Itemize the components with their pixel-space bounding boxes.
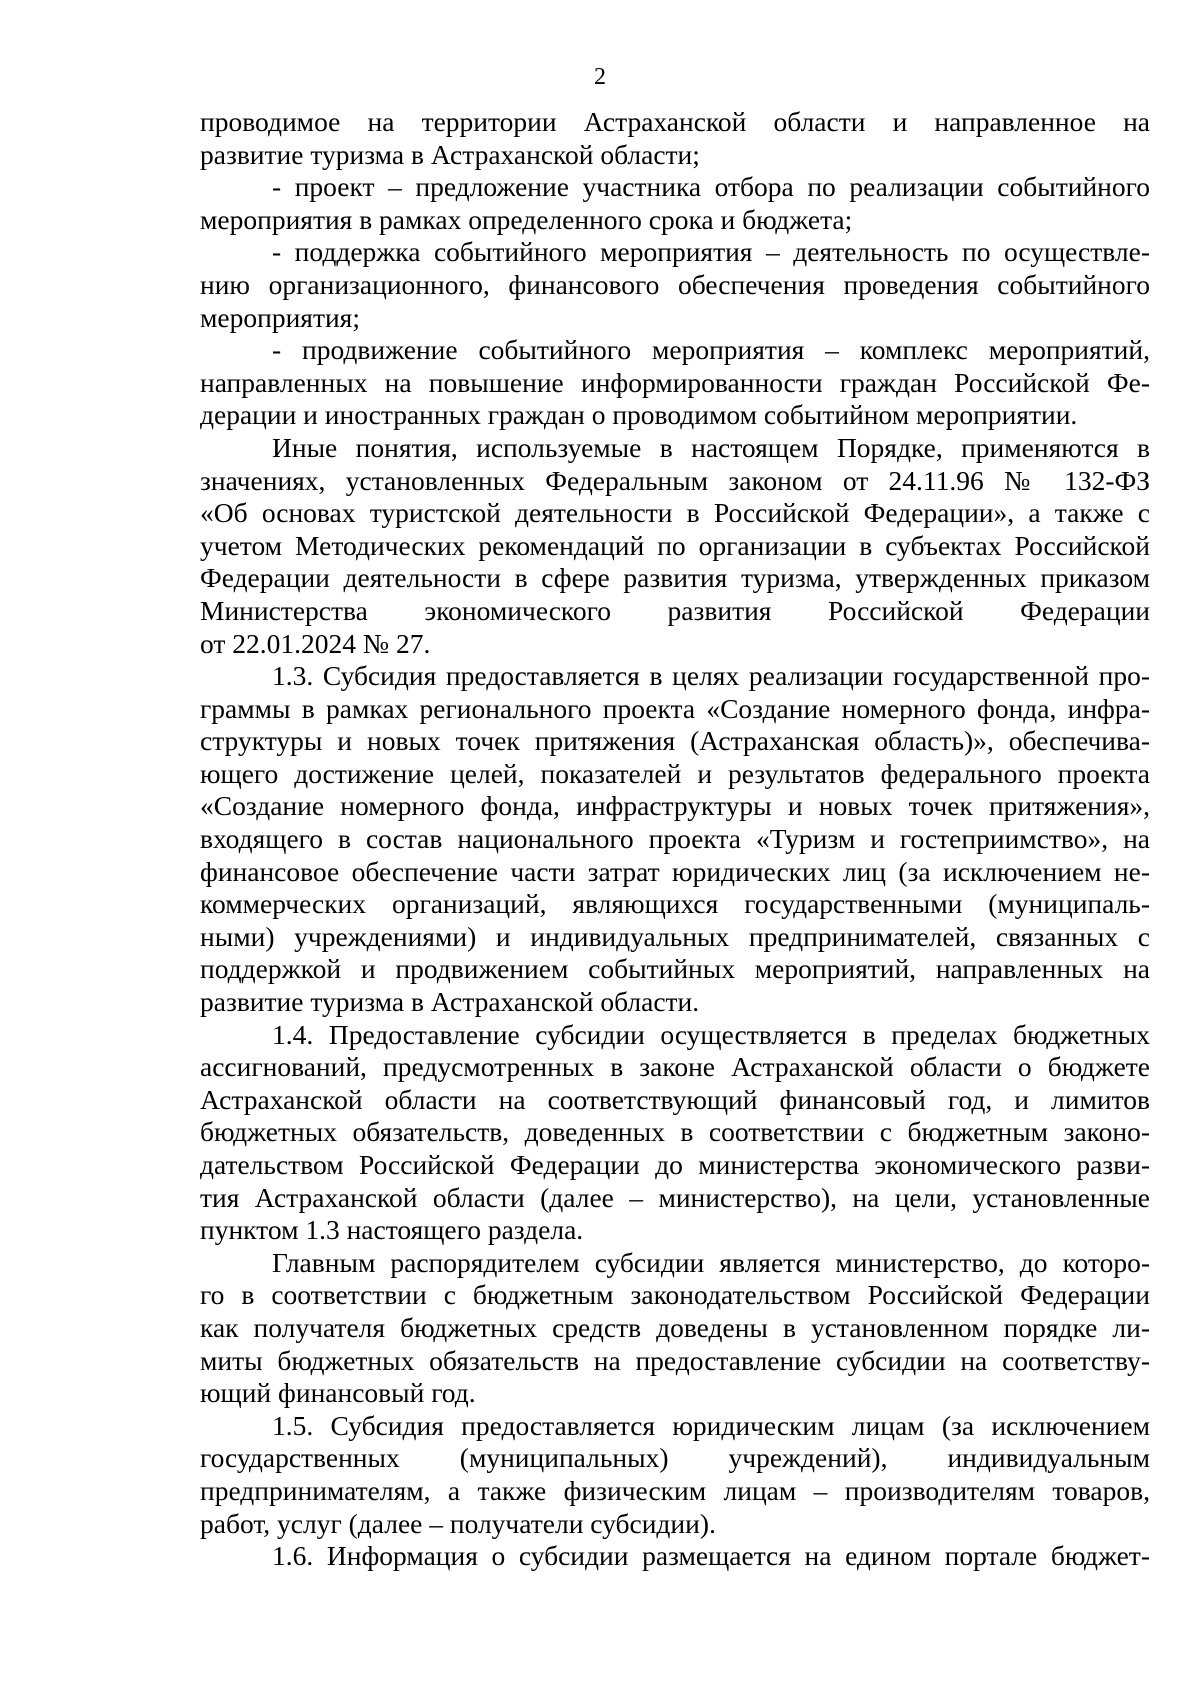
text-line: бюджетных обязательств, доведенных в соответствии с бюджетным законо- bbox=[200, 1116, 1150, 1148]
text-line: ющий финансовый год. bbox=[200, 1377, 476, 1409]
text-line: го в соответствии с бюджетным законодательством Российской Федерации bbox=[200, 1279, 1150, 1311]
text-line: 1.4. Предоставление субсидии осуществляется в пределах бюджетных bbox=[272, 1018, 1150, 1050]
text-line: ассигнований, предусмотренных в законе Астраханской области о бюджете bbox=[200, 1051, 1150, 1083]
text-line: Иные понятия, используемые в настоящем Порядке, применяются в bbox=[272, 431, 1150, 463]
text-line: тия Астраханской области (далее – министерство), на цели, установленные bbox=[200, 1181, 1150, 1213]
text-line: значениях, установленных Федеральным законом от 24.11.96 № 132-ФЗ bbox=[200, 464, 1150, 496]
text-line: 1.3. Субсидия предоставляется в целях реализации государственной про- bbox=[272, 660, 1150, 692]
text-line: коммерческих организаций, являющихся государственными (муниципаль- bbox=[200, 888, 1150, 920]
text-line: предпринимателям, а также физическим лицам – производителям товаров, bbox=[200, 1474, 1150, 1506]
text-line: входящего в состав национального проекта «Туризм и гостеприимство», на bbox=[200, 823, 1150, 855]
text-line: государственных (муниципальных) учреждений), индивидуальным bbox=[200, 1442, 1150, 1474]
text-line: «Создание номерного фонда, инфраструктуры и новых точек притяжения», bbox=[200, 790, 1150, 822]
text-line: от 22.01.2024 № 27. bbox=[200, 627, 431, 659]
text-line: граммы в рамках регионального проекта «Создание номерного фонда, инфра- bbox=[200, 692, 1150, 724]
text-line: - поддержка событийного мероприятия – деятельность по осуществле- bbox=[272, 236, 1150, 268]
text-line: 1.5. Субсидия предоставляется юридическим лицам (за исключением bbox=[272, 1409, 1150, 1441]
text-line: развитие туризма в Астраханской области. bbox=[200, 986, 700, 1018]
text-line: структуры и новых точек притяжения (Астраханская область)», обеспечива- bbox=[200, 725, 1150, 757]
text-line: как получателя бюджетных средств доведены в установленном порядке ли- bbox=[200, 1311, 1150, 1343]
text-line: дерации и иностранных граждан о проводимом событийном мероприятии. bbox=[200, 399, 1078, 431]
text-line: Федерации деятельности в сфере развития туризма, утвержденных приказом bbox=[200, 562, 1150, 594]
page-number: 2 bbox=[594, 64, 606, 90]
text-line: направленных на повышение информированности граждан Российской Фе- bbox=[200, 366, 1150, 398]
text-line: «Об основах туристской деятельности в Российской Федерации», а также с bbox=[200, 497, 1150, 529]
text-line: Министерства экономического развития Российской Федерации bbox=[200, 594, 1150, 626]
text-line: Главным распорядителем субсидии является министерство, до которо- bbox=[272, 1246, 1150, 1278]
text-line: пунктом 1.3 настоящего раздела. bbox=[200, 1214, 584, 1246]
text-line: ющего достижение целей, показателей и результатов федерального проекта bbox=[200, 757, 1150, 789]
text-line: Астраханской области на соответствующий финансовый год, и лимитов bbox=[200, 1083, 1150, 1115]
document-body bbox=[200, 106, 1150, 1573]
text-line: нию организационного, финансового обеспечения проведения событийного bbox=[200, 268, 1150, 300]
text-line: поддержкой и продвижением событийных мероприятий, направленных на bbox=[200, 953, 1150, 985]
text-line: развитие туризма в Астраханской области; bbox=[200, 138, 700, 170]
text-line: миты бюджетных обязательств на предоставление субсидии на соответству- bbox=[200, 1344, 1150, 1376]
text-line: мероприятия в рамках определенного срока и бюджета; bbox=[200, 203, 853, 235]
text-line: - продвижение событийного мероприятия – комплекс мероприятий, bbox=[272, 334, 1150, 366]
text-line: ными) учреждениями) и индивидуальных предпринимателей, связанных с bbox=[200, 920, 1150, 952]
text-line: дательством Российской Федерации до министерства экономического разви- bbox=[200, 1149, 1150, 1180]
text-line: - проект – предложение участника отбора по реализации событийного bbox=[272, 171, 1150, 203]
text-line: мероприятия; bbox=[200, 301, 360, 333]
text-line: проводимое на территории Астраханской области и направленное на bbox=[200, 106, 1150, 137]
text-line: 1.6. Информация о субсидии размещается на едином портале бюджет- bbox=[272, 1540, 1150, 1572]
text-line: финансовое обеспечение части затрат юридических лиц (за исключением не- bbox=[200, 855, 1150, 887]
text-line: учетом Методических рекомендаций по организации в субъектах Российской bbox=[200, 529, 1150, 561]
text-line: работ, услуг (далее – получатели субсидии). bbox=[200, 1507, 716, 1539]
